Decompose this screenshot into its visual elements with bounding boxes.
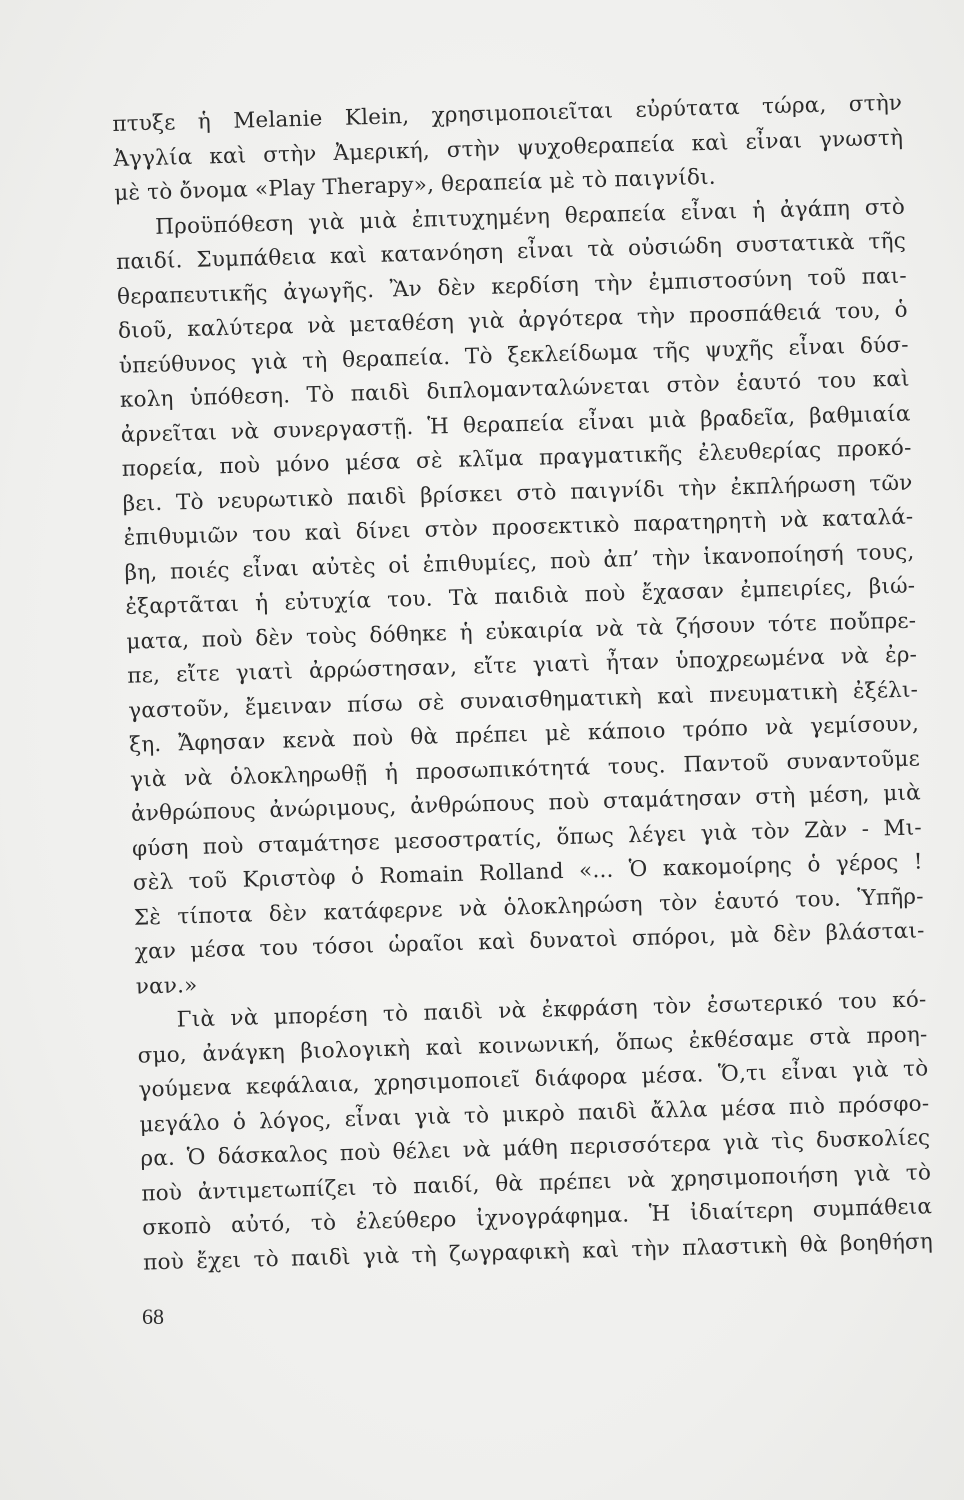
text-line: ἀνθρώπους ἀνώριμους, ἀνθρώπους ποὺ σταμάτησαν στὴ μέση, μιὰ [130, 780, 922, 827]
text-line: ξη. Ἄφησαν κενὰ ποὺ θὰ πρέπει μὲ κάποιο τρόπο νὰ γεμίσουν, [128, 711, 920, 758]
text-line: σὲλ τοῦ Κριστὸφ ὁ Romain Rolland «... Ὁ κακομοίρης ὁ γέρος ! [132, 849, 924, 896]
text-line: γούμενα κεφάλαια, χρησιμοποιεῖ διάφορα μέσα. Ὅ,τι εἶναι γιὰ τὸ [138, 1056, 929, 1103]
text-line: ποὺ ἀντιμετωπίζει τὸ παιδί, θὰ πρέπει νὰ χρησιμοποιήση γιὰ τὸ [141, 1159, 932, 1207]
text-line: Ἀγγλία καὶ στὴν Ἀμερική, στὴν ψυχοθεραπεία καὶ εἶναι γνωστὴ [113, 125, 904, 172]
text-line: ματα, ποὺ δὲν τοὺς δόθηκε ἡ εὐκαιρία νὰ τὰ ζήσουν τότε ποὔπρε- [126, 607, 917, 655]
text-line: πε, εἴτε γιατὶ ἀρρώστησαν, εἴτε γιατὶ ἦταν ὑποχρεωμένα νὰ ἐρ- [127, 642, 918, 689]
text-line: βη, ποιές εἶναι αὐτὲς οἱ ἐπιθυμίες, ποὺ ἀπ’ τὴν ἱκανοποίησή τους, [124, 538, 915, 586]
text-line: ναν.» [135, 972, 198, 1000]
text-line: μὲ τὸ ὄνομα «Play Therapy», θεραπεία μὲ τὸ παιγνίδι. [113, 164, 717, 206]
text-line: παιδί. Συμπάθεια καὶ κατανόηση εἶναι τὰ οὐσιώδη συστατικὰ τῆς [115, 228, 907, 275]
text-line: σμο, ἀνάγκη βιολογικὴ καὶ κοινωνική, ὅπως ἐκθέσαμε στὰ προη- [137, 1021, 928, 1069]
text-line: μεγάλο ὁ λόγος, εἶναι γιὰ τὸ μικρὸ παιδὶ ἄλλα μέσα πιὸ πρόσφο- [139, 1090, 930, 1138]
text-line: πορεία, ποὺ μόνο μέσα σὲ κλῖμα πραγματικῆς ἐλευθερίας προκό- [121, 435, 912, 482]
text-line: ὑπεύθυνος γιὰ τὴ θεραπεία. Τὸ ξεκλείδωμα τῆς ψυχῆς εἶναι δύσ- [118, 332, 910, 379]
text-line: ἐπιθυμιῶν του καὶ δίνει στὸν προσεκτικὸ παρατηρητὴ νὰ καταλά- [123, 504, 914, 551]
paragraph-start-line: Γιὰ νὰ μπορέση τὸ παιδὶ νὰ ἐκφράση τὸν ἐσωτερικό του κό- [176, 987, 927, 1033]
page-number: 68 [142, 1304, 164, 1329]
text-line: πτυξε ἡ Melanie Klein, χρησιμοποιεῖται εὐρύτατα τώρα, στὴν [112, 90, 903, 137]
text-line: γιὰ νὰ ὁλοκληρωθῇ ἡ προσωπικότητά τους. Παντοῦ συναντοῦμε [129, 745, 921, 793]
text-line: γαστοῦν, ἔμειναν πίσω σὲ συναισθηματικὴ καὶ πνευματικὴ ἐξέλι- [127, 676, 919, 724]
body-text [112, 87, 933, 1281]
text-line: χαν μέσα του τόσοι ὡραῖοι καὶ δυνατοὶ σπόροι, μὰ δὲν βλάσται- [134, 918, 925, 965]
text-line: ρα. Ὁ δάσκαλος ποὺ θέλει νὰ μάθη περισσότερα γιὰ τὶς δυσκολίες [140, 1125, 931, 1172]
text-line: ἐξαρτᾶται ἡ εὐτυχία του. Τὰ παιδιὰ ποὺ ἔχασαν ἐμπειρίες, βιώ- [125, 573, 916, 620]
text-line: Σὲ τίποτα δὲν κατάφερνε νὰ ὁλοκληρώση τὸν ἑαυτό του. Ὑπῆρ- [133, 883, 924, 931]
text-line: ποὺ ἔχει τὸ παιδὶ γιὰ τὴ ζωγραφικὴ καὶ τὴν πλαστικὴ θὰ βοηθήση [142, 1228, 934, 1276]
text-line: σκοπὸ αὐτό, τὸ ἐλεύθερο ἰχνογράφημα. Ἡ ἰδιαίτερη συμπάθεια [141, 1194, 933, 1241]
text-line: θεραπευτικῆς ἀγωγῆς. Ἂν δὲν κερδίση τὴν ἐμπιστοσύνη τοῦ παι- [116, 263, 908, 310]
text-line: βει. Τὸ νευρωτικὸ παιδὶ βρίσκει στὸ παιγνίδι τὴν ἐκπλήρωση τῶν [122, 469, 913, 517]
text-line: διοῦ, καλύτερα νὰ μεταθέση γιὰ ἀργότερα τὴν προσπάθειά του, ὁ [117, 297, 909, 344]
text-line: κολη ὑπόθεση. Τὸ παιδὶ διπλομανταλώνεται στὸν ἑαυτό του καὶ [119, 366, 910, 413]
text-line: φύση ποὺ σταμάτησε μεσοστρατίς, ὅπως λέγει γιὰ τὸν Ζὰν - Μι- [131, 814, 923, 862]
text-line: ἀρνεῖται νὰ συνεργαστῇ. Ἡ θεραπεία εἶναι μιὰ βραδεῖα, βαθμιαία [120, 401, 911, 448]
paragraph-start-line: Προϋπόθεση γιὰ μιὰ ἐπιτυχημένη θεραπεία εἶναι ἡ ἀγάπη στὸ [154, 194, 906, 240]
